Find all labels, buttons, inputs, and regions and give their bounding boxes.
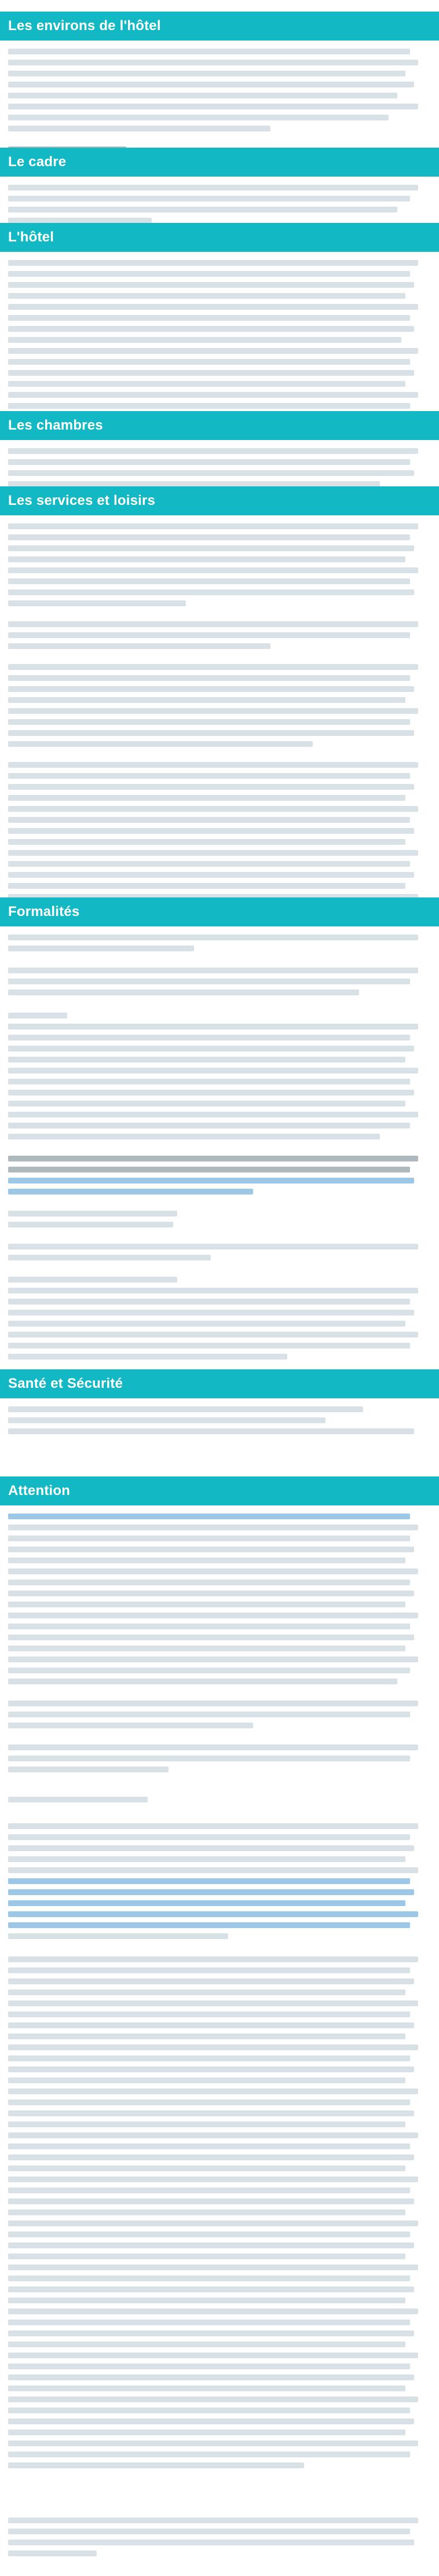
section-services [0, 486, 439, 897]
section-header-attention: Attention [0, 1476, 439, 1505]
section-header-sante-securite: Santé et Sécurité [0, 1369, 439, 1398]
section-header-services: Les services et loisirs [0, 486, 439, 515]
section-body-attention [0, 1505, 439, 2510]
section-body-hotel [0, 252, 439, 414]
section-header-chambres: Les chambres [0, 411, 439, 440]
section-final-notes [0, 2513, 439, 2576]
section-body-sante-securite [0, 1398, 439, 1479]
section-header-cadre: Le cadre [0, 148, 439, 177]
section-body-environs [0, 41, 439, 151]
section-hotel [0, 223, 439, 414]
section-formalites [0, 897, 439, 1366]
section-chambres [0, 411, 439, 492]
section-header-hotel: L'hôtel [0, 223, 439, 252]
section-body-final-notes [0, 2513, 439, 2576]
section-cadre [0, 148, 439, 232]
section-body-services [0, 515, 439, 897]
section-body-chambres [0, 440, 439, 492]
section-header-formalites: Formalités [0, 897, 439, 926]
section-body-formalites [0, 926, 439, 1366]
section-header-environs: Les environs de l'hôtel [0, 12, 439, 41]
section-sante-securite [0, 1369, 439, 1479]
section-environs [0, 12, 439, 151]
section-attention [0, 1476, 439, 2510]
